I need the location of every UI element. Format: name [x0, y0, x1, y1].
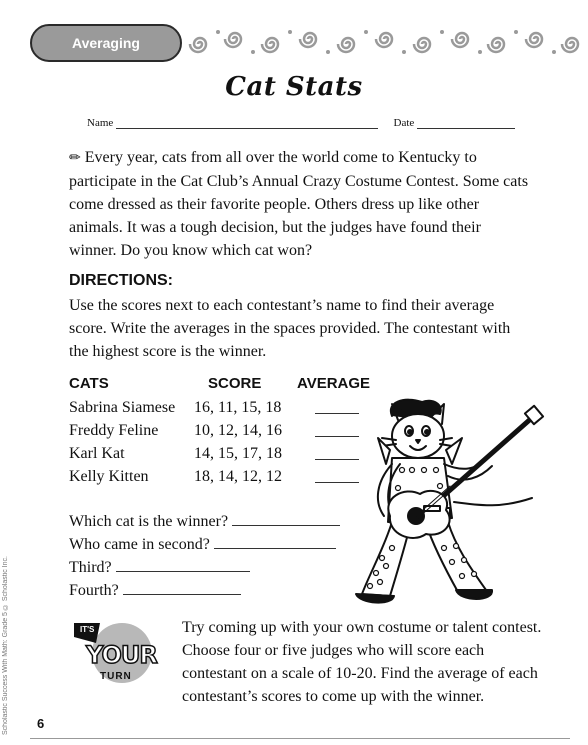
intro-text: Every year, cats from all over the world come to Kentucky to participate in the Cat Club’s Annual Crazy Costume Contest. Some cats come dressed as their favorite people. Others dress up like other animals. It was a tough decision, but the judges have found their winner. Do you know which cat won? — [69, 149, 529, 259]
dot-icon — [514, 30, 518, 34]
dot-icon — [478, 50, 482, 54]
swirl-icon — [190, 38, 206, 52]
your-turn-logo — [66, 615, 176, 700]
cat-scores: 14, 15, 17, 18 — [194, 445, 282, 462]
cat-name: Karl Kat — [69, 445, 125, 462]
dot-icon — [440, 30, 444, 34]
bottom-divider — [30, 738, 570, 739]
guitar-cat-illustration — [352, 398, 552, 608]
question-winner — [69, 513, 340, 531]
cat-name: Freddy Feline — [69, 422, 159, 439]
question-second — [69, 536, 336, 554]
page-number: 6 — [37, 716, 45, 731]
answer-blank[interactable] — [214, 536, 336, 549]
cat-name: Kelly Kitten — [69, 468, 149, 485]
question-label: Who came in second? — [69, 536, 210, 553]
dot-icon — [288, 30, 292, 34]
swirl-icon — [376, 33, 392, 47]
swirl-icon — [488, 38, 504, 52]
header-average: AVERAGE — [297, 375, 371, 392]
section-tag-label: Averaging — [72, 35, 140, 51]
swirl-icon — [300, 33, 316, 47]
your-turn-text: Try coming up with your own costume or talent contest. Choose four or five judges who will score each contestant on a scale of 10-20. Find the average of each contestant’s scores to come up with the winner. — [182, 619, 542, 705]
swirl-icon — [262, 38, 278, 52]
logo-its: IT'S — [80, 625, 95, 634]
dot-icon — [326, 50, 330, 54]
dot-icon — [216, 30, 220, 34]
swirl-icon — [526, 33, 542, 47]
swirl-icon — [225, 33, 241, 47]
question-third — [69, 559, 250, 577]
swirl-icon — [338, 38, 354, 52]
date-field[interactable] — [417, 118, 515, 129]
intro-paragraph — [69, 146, 531, 262]
answer-blank[interactable] — [116, 559, 250, 572]
logo-your: YOUR — [86, 641, 157, 669]
header-score: SCORE — [208, 375, 262, 392]
answer-blank[interactable] — [123, 582, 241, 595]
question-label: Which cat is the winner? — [69, 513, 229, 530]
swirl-icon — [414, 38, 430, 52]
dot-icon — [251, 50, 255, 54]
question-fourth — [69, 582, 241, 600]
cat-scores: 16, 11, 15, 18 — [194, 399, 282, 416]
directions-heading: DIRECTIONS: — [69, 272, 173, 289]
swirl-icon — [452, 33, 468, 47]
side-credit: Scholastic Success With Math: Grade 5 © Scholastic Inc. — [2, 556, 9, 735]
cat-scores: 18, 14, 12, 12 — [194, 468, 282, 485]
date-label: Date — [393, 117, 415, 129]
dot-icon — [552, 50, 556, 54]
dot-icon — [402, 50, 406, 54]
section-tag — [30, 24, 182, 62]
question-label: Fourth? — [69, 582, 119, 599]
directions-text: Use the scores next to each contestant’s name to find their average score. Write the averages in the spaces provided. The contestant with the highest score is the winner. — [69, 297, 511, 360]
name-label: Name — [87, 117, 114, 129]
swirl-icon — [562, 38, 578, 52]
question-label: Third? — [69, 559, 112, 576]
cat-scores: 10, 12, 14, 16 — [194, 422, 282, 439]
cat-name: Sabrina Siamese — [69, 399, 176, 416]
name-field[interactable] — [116, 118, 378, 129]
header-band — [30, 24, 580, 62]
answer-blank[interactable] — [232, 513, 340, 526]
header-cats: CATS — [69, 375, 109, 392]
name-date-row — [87, 117, 515, 129]
dot-icon — [364, 30, 368, 34]
pencil-icon: ✏ — [69, 150, 81, 166]
page-title: Cat Stats — [225, 72, 363, 102]
swirl-decoration — [180, 24, 580, 62]
logo-turn: TURN — [100, 671, 132, 682]
